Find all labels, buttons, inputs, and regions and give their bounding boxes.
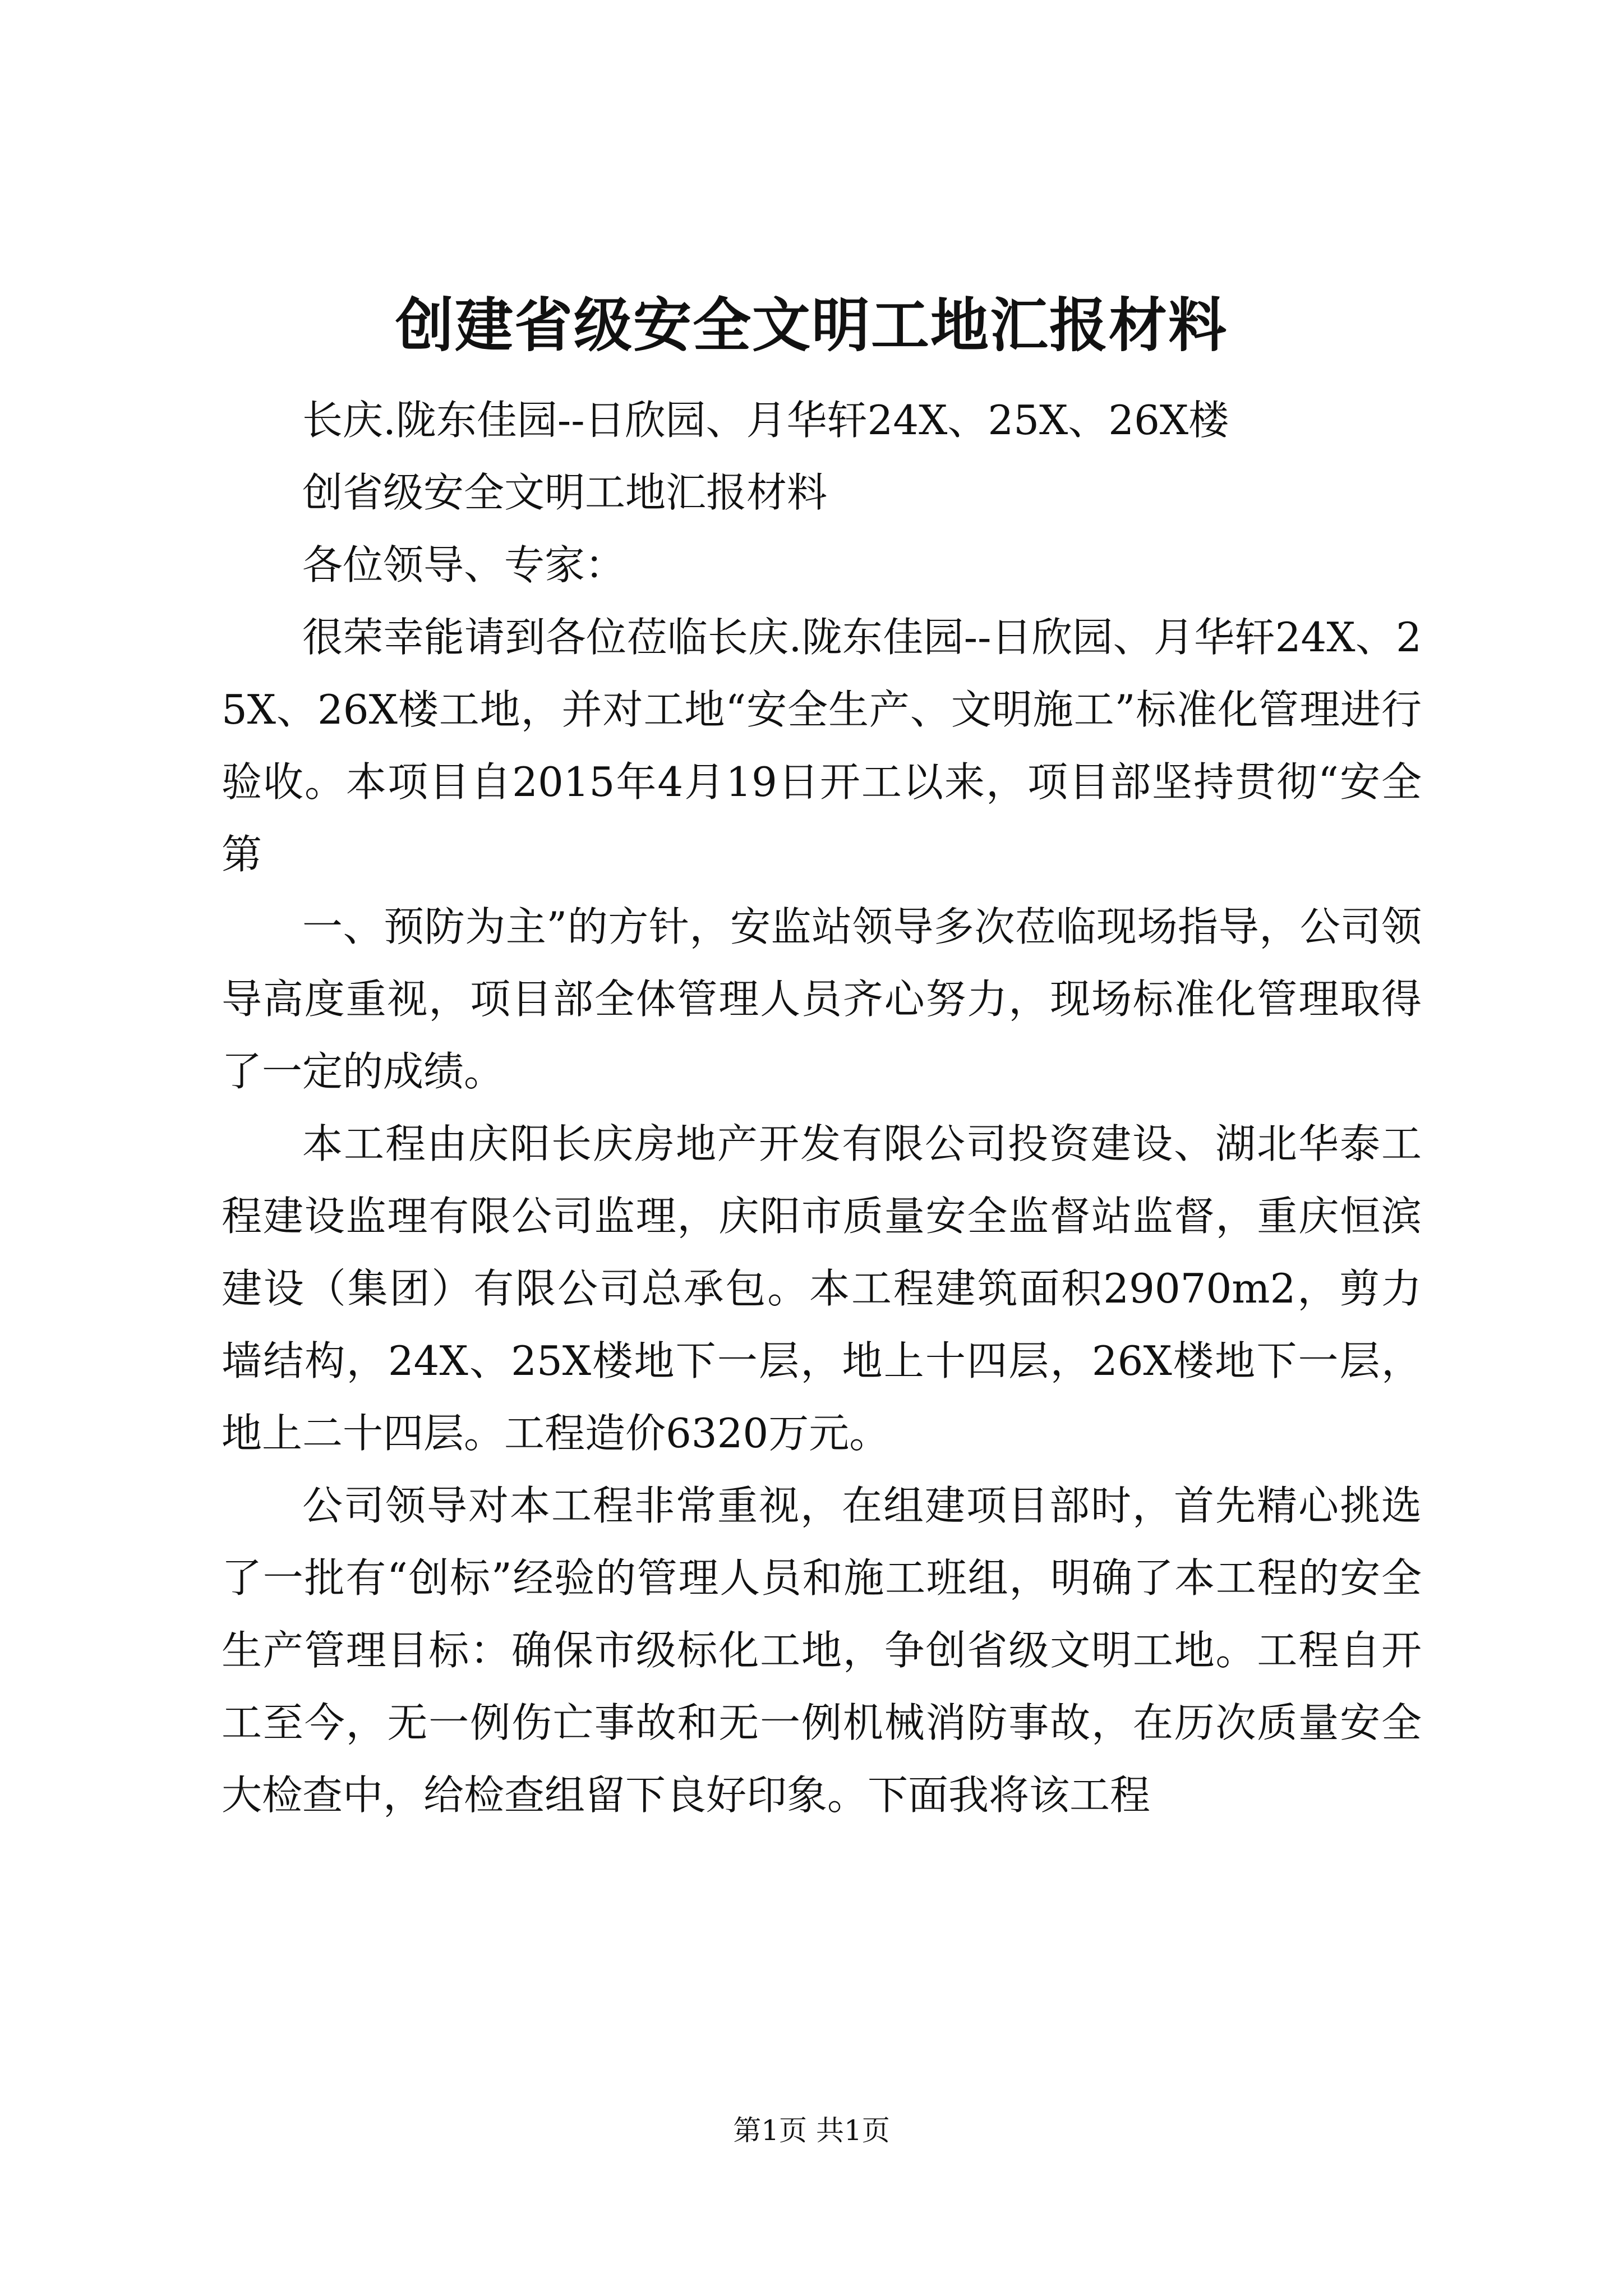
paragraph-subtitle: 创省级安全文明工地汇报材料 xyxy=(302,469,828,516)
paragraph-project-name: 长庆.陇东佳园--日欣园、月华轩24X、25X、26X楼 xyxy=(302,397,1229,444)
paragraph-project-overview: 本工程由庆阳长庆房地产开发有限公司投资建设、湖北华泰工程建设监理有限公司监理，庆阳市质量安全监督站监督，重庆恒滨建设（集团）有限公司总承包。本工程建筑面积29070m2，剪力墙结构，24X、25X楼地下一层，地上十四层，26X楼地下一层，地上二十四层。工程造价6320万元。 xyxy=(222,1120,1422,1457)
paragraph-welcome: 很荣幸能请到各位莅临长庆.陇东佳园--日欣园、月华轩24X、25X、26X楼工地，并对工地“安全生产、文明施工”标准化管理进行验收。本项目自2015年4月19日开工以来，项目部坚持贯彻“安全第 xyxy=(222,614,1422,878)
paragraph-salutation: 各位领导、专家： xyxy=(302,541,626,588)
document-body xyxy=(222,384,1422,1832)
paragraph-policy: 一、预防为主”的方针，安监站领导多次莅临现场指导，公司领导高度重视，项目部全体管理人员齐心努力，现场标准化管理取得了一定的成绩。 xyxy=(222,903,1422,1095)
paragraph-management-goals: 公司领导对本工程非常重视，在组建项目部时，首先精心挑选了一批有“创标”经验的管理人员和施工班组，明确了本工程的安全生产管理目标：确保市级标化工地，争创省级文明工地。工程自开工至今，无一例伤亡事故和无一例机械消防事故，在历次质量安全大检查中，给检查组留下良好印象。下面我将该工程 xyxy=(222,1482,1422,1819)
page-number-footer: 第1页 共1页 xyxy=(733,2114,890,2147)
document-title: 创建省级安全文明工地汇报材料 xyxy=(395,291,1228,360)
